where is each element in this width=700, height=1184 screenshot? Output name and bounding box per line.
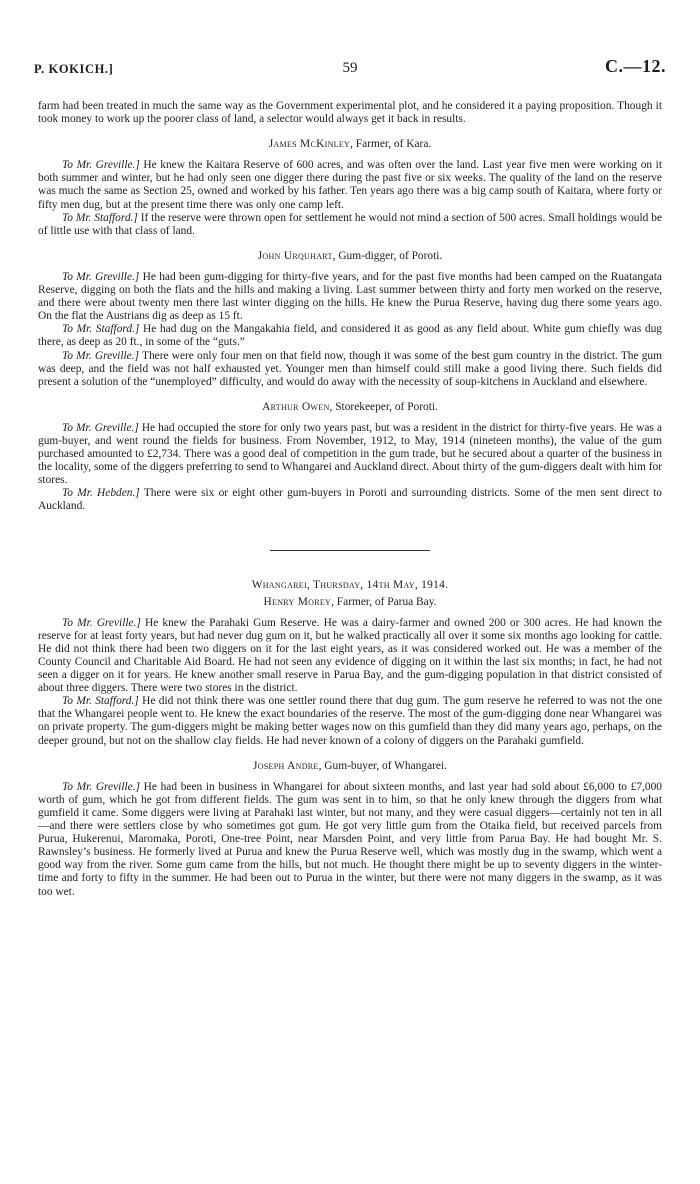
examiner-lead: To Mr. Greville.]	[62, 159, 140, 172]
witness-name: Arthur Owen	[262, 400, 330, 413]
testimony-paragraph	[38, 617, 662, 696]
witness-name: Henry Morey	[263, 595, 332, 608]
witness-name: James McKinley	[268, 138, 351, 151]
testimony-text: He knew the Parahaki Gum Reserve. He was a dairy-farmer and owned 200 or 300 acres. He had known the reserve for at least forty years, but had never dug gum on it, but he walked practically all over it some six months ago looking for cattle. He did not think there had been two diggers on it for the last eight years, as it was considered worked out. He was a member of the County Council and Charitable Aid Board. He had not seen any evidence of digging on it within the last six months; in fact, he had not seen a digger on it for years. He knew another small reserve in Parua Bay, and the gum-digging population in that district consisted of about three diggers. There were two stores in the district.	[38, 616, 662, 695]
testimony-text: He had been gum-digging for thirty-five years, and for the past five months had been camped on the Ruatangata Reserve, digging on both the flats and the hills and making a living. Last summer between thirty and forty men worked on the reserve, and there were about twenty men there last winter digging on the hills. He knew the Purua Reserve, having dug there some years ago. On the flat the Austrians dig as deep as 15 ft.	[38, 270, 662, 323]
testimony-text: He had occupied the store for only two years past, but was a resident in the district for thirty-five years. He was a gum-buyer, and went round the fields for business. From November, 1912, to May, 1914 (nineteen months), the value of the gum purchased amounted to £2,734. There was a good deal of competition in the gum trade, but he secured about a quarter of the business in the locality, some of the diggers preferring to send to Whangarei and Auckland direct. About thirty of the gum-diggers dealt with him for stores.	[38, 421, 662, 487]
testimony-paragraph	[38, 781, 662, 899]
running-head-left: P. KOKICH.]	[34, 62, 114, 76]
report-reference: C.—12.	[605, 56, 666, 76]
sitting-dateline: Whangarei, Thursday, 14th May, 1914.	[251, 578, 449, 591]
testimony-text: He knew the Kaitara Reserve of 600 acres, and was often over the land. Last year five men were working on it both summer and winter, but he had only seen one digger there during the past five or six weeks. The quality of the land on the reserve was much the same as Section 25, owned and worked by his father. Ten years ago there was a big camp south of Kaitara, where forty or fifty men dug, but at the present time there was only one camp left.	[38, 159, 662, 211]
witness-heading-andre	[38, 760, 662, 773]
examiner-lead: To Mr. Hebden.]	[62, 487, 140, 500]
witness-heading-mckinley	[38, 138, 662, 151]
testimony-text: He had dug on the Mangakahia field, and considered it as good as any field about. White gum chiefly was dug there, as deep as 20 ft., in some of the “guts.”	[38, 323, 662, 349]
testimony-paragraph	[38, 271, 662, 323]
witness-heading-owen	[38, 401, 662, 414]
examiner-lead: To Mr. Greville.]	[62, 270, 140, 283]
witness-role: , Gum-digger, of Poroti.	[332, 249, 443, 262]
testimony-text: If the reserve were thrown open for settlement he would not mind a section of 500 acres. Small holdings would be of little use with that class of land.	[38, 211, 663, 237]
testimony-text: There were only four men on that field now, though it was some of the best gum country in the district. The gum was deep, and the field was not half exhausted yet. Younger men than himself could still make a good living there. Such fields did present a solution of the “unemployed” difficulty, and would do away with the necessity of soup-kitchens in Auckland and elsewhere.	[38, 349, 662, 388]
testimony-paragraph	[38, 695, 662, 747]
examiner-lead: To Mr. Greville.]	[62, 421, 139, 434]
testimony-paragraph	[38, 159, 662, 211]
testimony-paragraph	[38, 323, 662, 349]
testimony-text: He had been in business in Whangarei for about sixteen months, and last year had sold about £6,000 to £7,000 worth of gum, which he got from different fields. The gum was sent in to him, so that he only knew through the diggers from what gumfield it came. Some diggers were living at Parahaki last winter, but not many, and they were casual diggers—certainly not ten in all—and there were settlers close by who sometimes got gum. He got very little gum from the Otaika field, but received parcels from Purua, Hukerenui, Maromaka, Poroti, One-tree Point, near Marsden Point, and very little from Parua Bay. He had bought Mr. S. Rawnsley’s business. He formerly lived at Purua and knew the Purua Reserve well, which was mostly dug in the swamp, which went a good way from the river. Some gum came from the hills, but not much. He thought there might be up to seventy diggers in the winter-time and forty to fifty in the summer. He had been out to Purua in the winter, but there were not many diggers in the swamp, as it was too wet.	[38, 780, 662, 898]
witness-role: , Farmer, of Parua Bay.	[331, 595, 437, 608]
witness-role: , Storekeeper, of Poroti.	[329, 400, 438, 413]
section-divider	[270, 550, 430, 551]
examiner-lead: To Mr. Greville.]	[62, 780, 140, 793]
witness-name: Joseph Andre	[253, 759, 319, 772]
page-number: 59	[342, 60, 358, 76]
examiner-lead: To Mr. Greville.]	[62, 349, 140, 362]
testimony-text: There were six or eight other gum-buyers in Poroti and surrounding districts. Some of the men sent direct to Auckland.	[38, 487, 663, 513]
testimony-text: He did not think there was one settler round there that dug gum. The gum reserve he referred to was not the one that the Whangarei people went to. He knew the exact boundaries of the reserve. The most of the gum-digging done near Whangarei was on private property. The gum-diggers might be making better wages now on this gumfield than they did many years ago, perhaps, on the deeper ground, but not on the shallow clay fields. He had never known of a colony of diggers on the Parahaki gumfield.	[38, 695, 663, 747]
witness-heading-urquhart	[38, 250, 662, 263]
testimony-paragraph	[38, 350, 662, 389]
document-body	[38, 100, 662, 899]
witness-name: John Urquhart	[257, 249, 333, 262]
witness-role: , Farmer, of Kara.	[350, 138, 432, 151]
testimony-paragraph	[38, 212, 662, 238]
examiner-lead: To Mr. Greville.]	[62, 616, 141, 629]
witness-heading-morey	[38, 596, 662, 609]
testimony-paragraph	[38, 487, 662, 513]
opening-paragraph: farm had been treated in much the same way as the Government experimental plot, and he considered it a paying proposition. Though it took money to work up the poorer class of land, a selector would always get it back in results.	[38, 100, 662, 126]
page-header	[34, 56, 666, 80]
testimony-paragraph	[38, 422, 662, 487]
examiner-lead: To Mr. Stafford.]	[62, 211, 138, 224]
witness-role: , Gum-buyer, of Whangarei.	[318, 759, 447, 772]
examiner-lead: To Mr. Stafford.]	[62, 695, 139, 708]
examiner-lead: To Mr. Stafford.]	[62, 323, 140, 336]
